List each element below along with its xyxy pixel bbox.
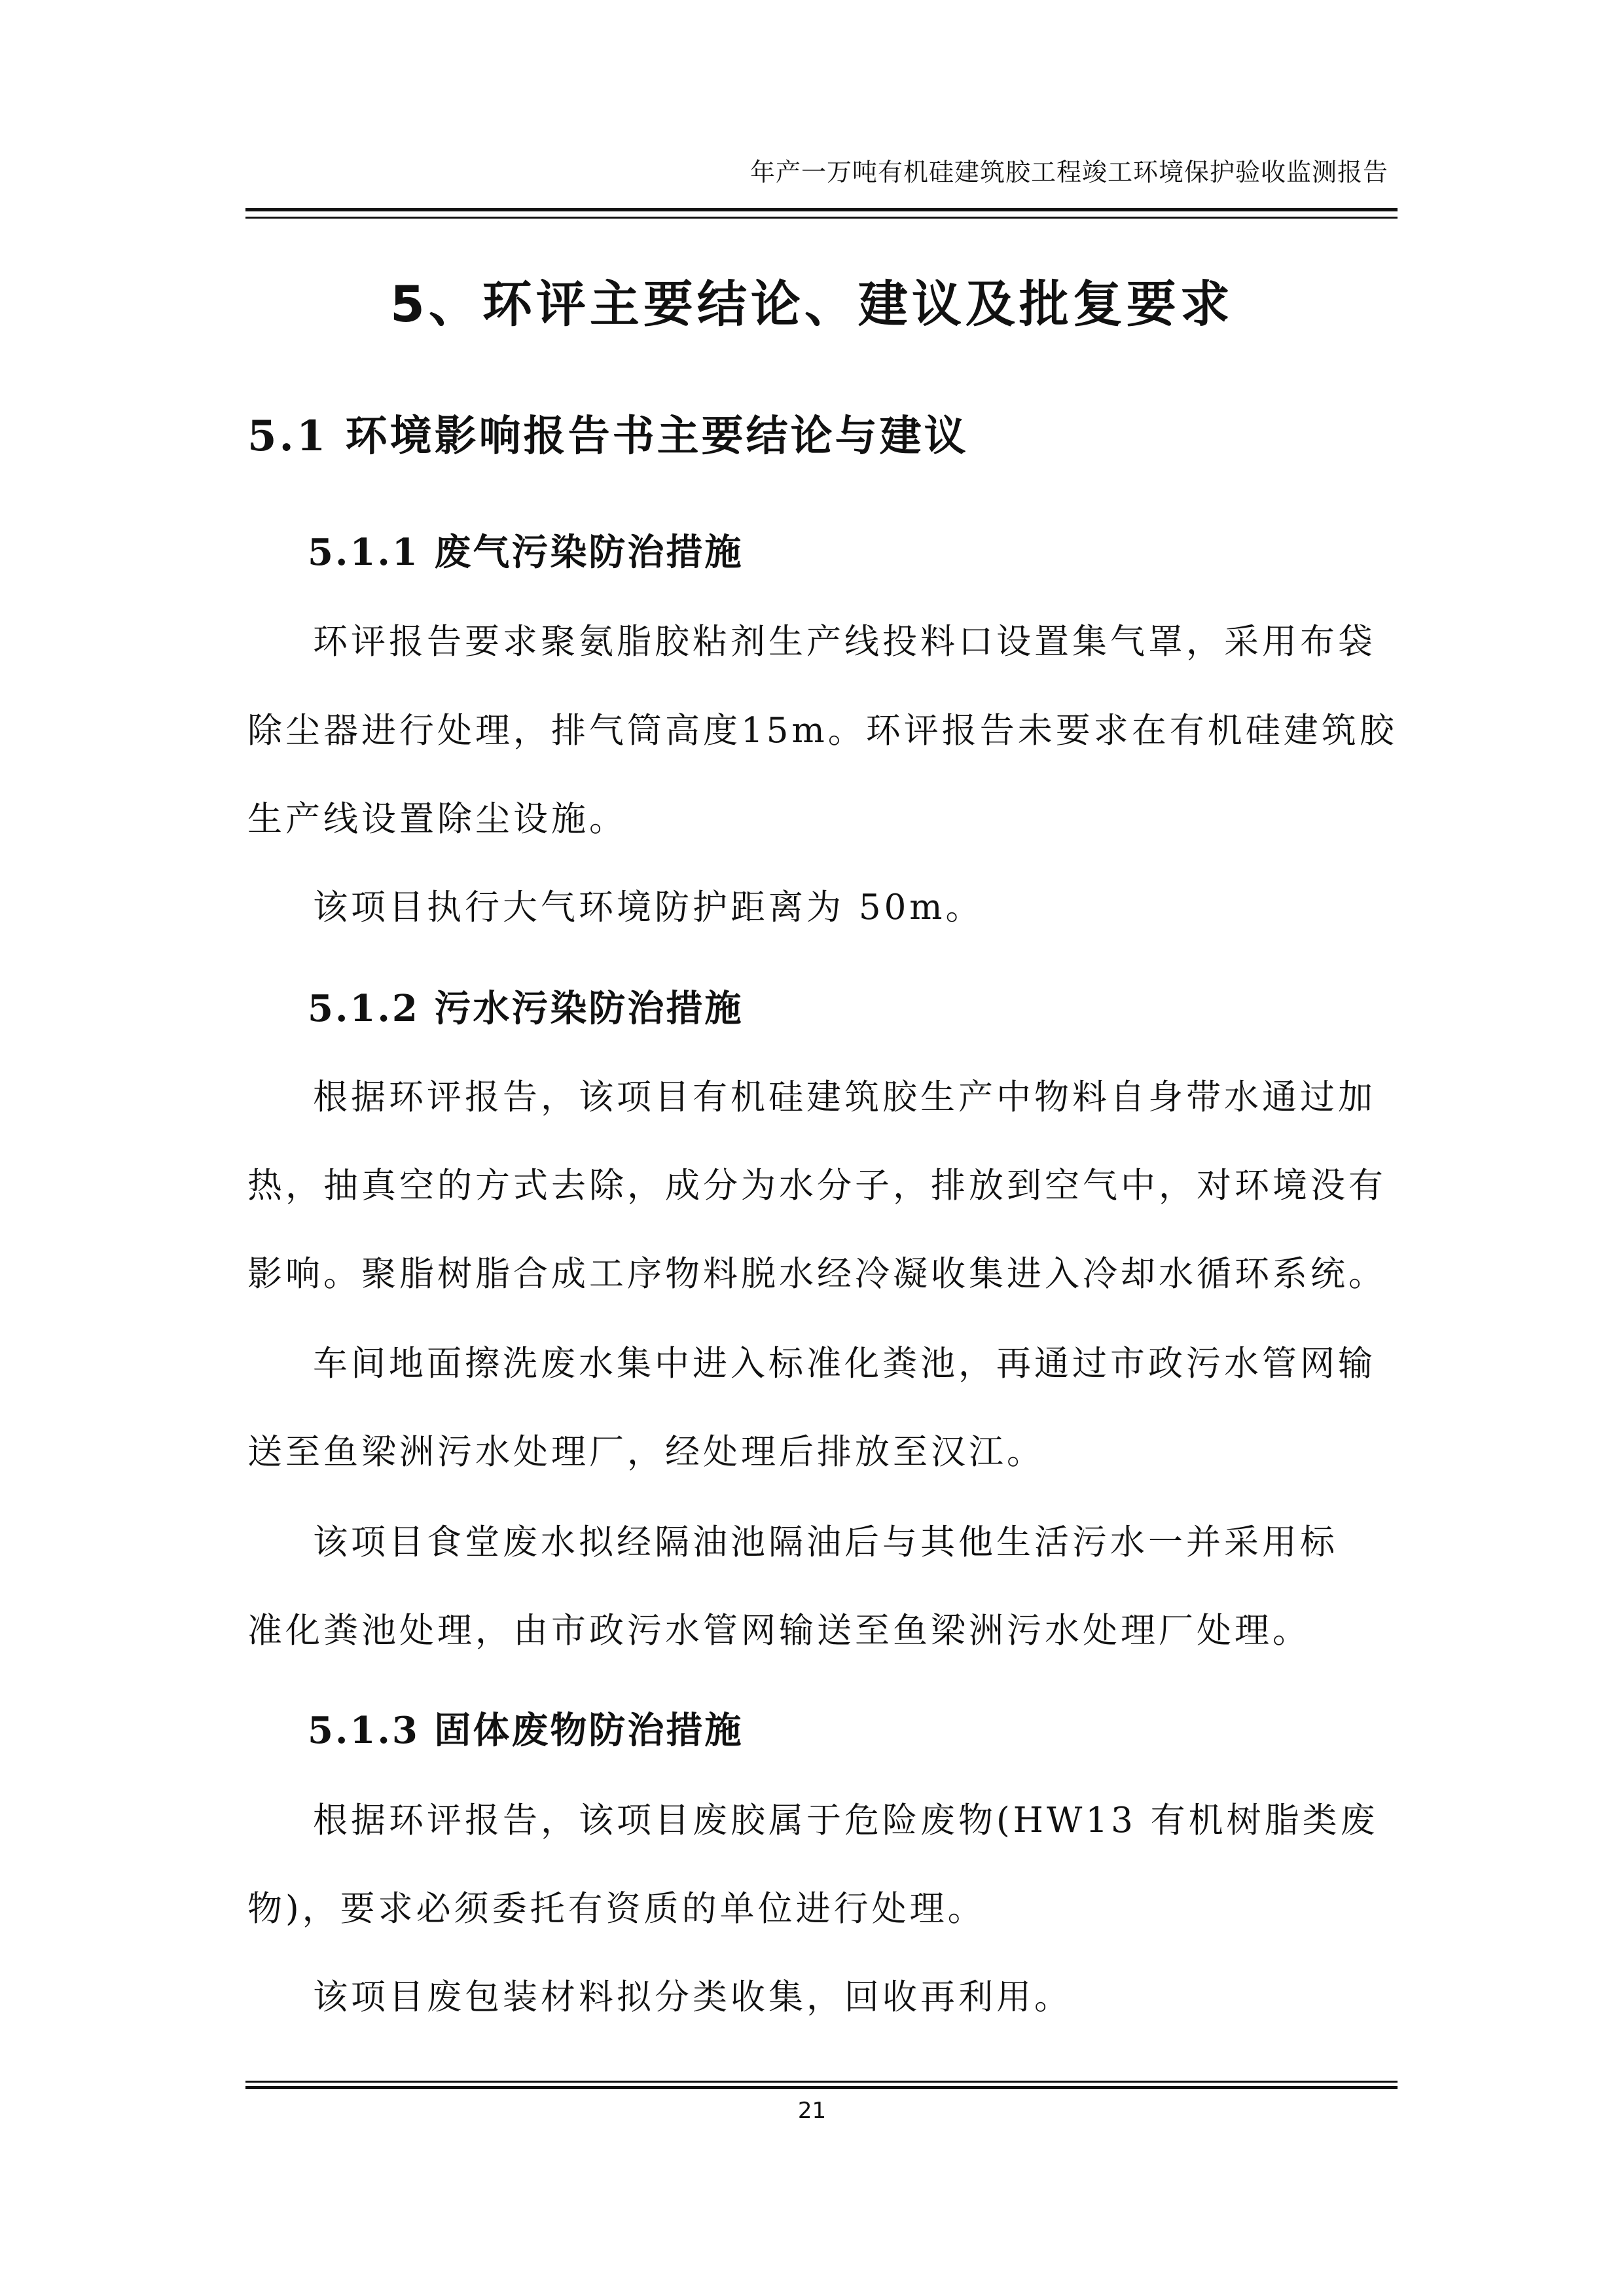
paragraph-line: 该项目食堂废水拟经隔油池隔油后与其他生活污水一并采用标 <box>313 1522 1338 1562</box>
chapter-title: 5、环评主要结论、建议及批复要求 <box>390 275 1234 333</box>
paragraph-line: 物)，要求必须委托有资质的单位进行处理。 <box>247 1889 986 1929</box>
subsection-title-5-1-2: 5.1.2 污水污染防治措施 <box>308 987 744 1030</box>
header-rule <box>245 208 1398 211</box>
paragraph-line: 生产线设置除尘设施。 <box>247 799 627 839</box>
paragraph-line: 影响。聚脂树脂合成工序物料脱水经冷凝收集进入冷却水循环系统。 <box>247 1254 1386 1294</box>
running-header: 年产一万吨有机硅建筑胶工程竣工环境保护验收监测报告 <box>749 158 1388 187</box>
paragraph-line: 送至鱼梁洲污水处理厂，经处理后排放至汉江。 <box>247 1432 1045 1472</box>
section-title: 5.1 环境影响报告书主要结论与建议 <box>247 412 969 461</box>
subsection-title-5-1-1: 5.1.1 废气污染防治措施 <box>308 531 744 574</box>
paragraph-line: 环评报告要求聚氨脂胶粘剂生产线投料口设置集气罩，采用布袋 <box>313 622 1376 662</box>
paragraph-line: 准化粪池处理，由市政污水管网输送至鱼梁洲污水处理厂处理。 <box>247 1611 1310 1651</box>
footer-rule <box>245 2086 1398 2089</box>
paragraph-line: 该项目执行大气环境防护距离为 50m。 <box>313 888 984 927</box>
header-rule <box>245 217 1398 219</box>
paragraph-line: 除尘器进行处理，排气筒高度15m。环评报告未要求在有机硅建筑胶 <box>247 711 1398 751</box>
paragraph-line: 热，抽真空的方式去除，成分为水分子，排放到空气中，对环境没有 <box>247 1166 1386 1206</box>
subsection-title-5-1-3: 5.1.3 固体废物防治措施 <box>308 1709 744 1752</box>
paragraph-line: 根据环评报告，该项目废胶属于危险废物(HW13 有机树脂类废 <box>313 1801 1379 1840</box>
page-number: 21 <box>797 2098 827 2124</box>
paragraph-line: 车间地面擦洗废水集中进入标准化粪池，再通过市政污水管网输 <box>313 1344 1376 1384</box>
footer-rule <box>245 2081 1398 2083</box>
paragraph-line: 该项目废包装材料拟分类收集，回收再利用。 <box>313 1977 1072 2017</box>
paragraph-line: 根据环评报告，该项目有机硅建筑胶生产中物料自身带水通过加 <box>313 1077 1376 1117</box>
